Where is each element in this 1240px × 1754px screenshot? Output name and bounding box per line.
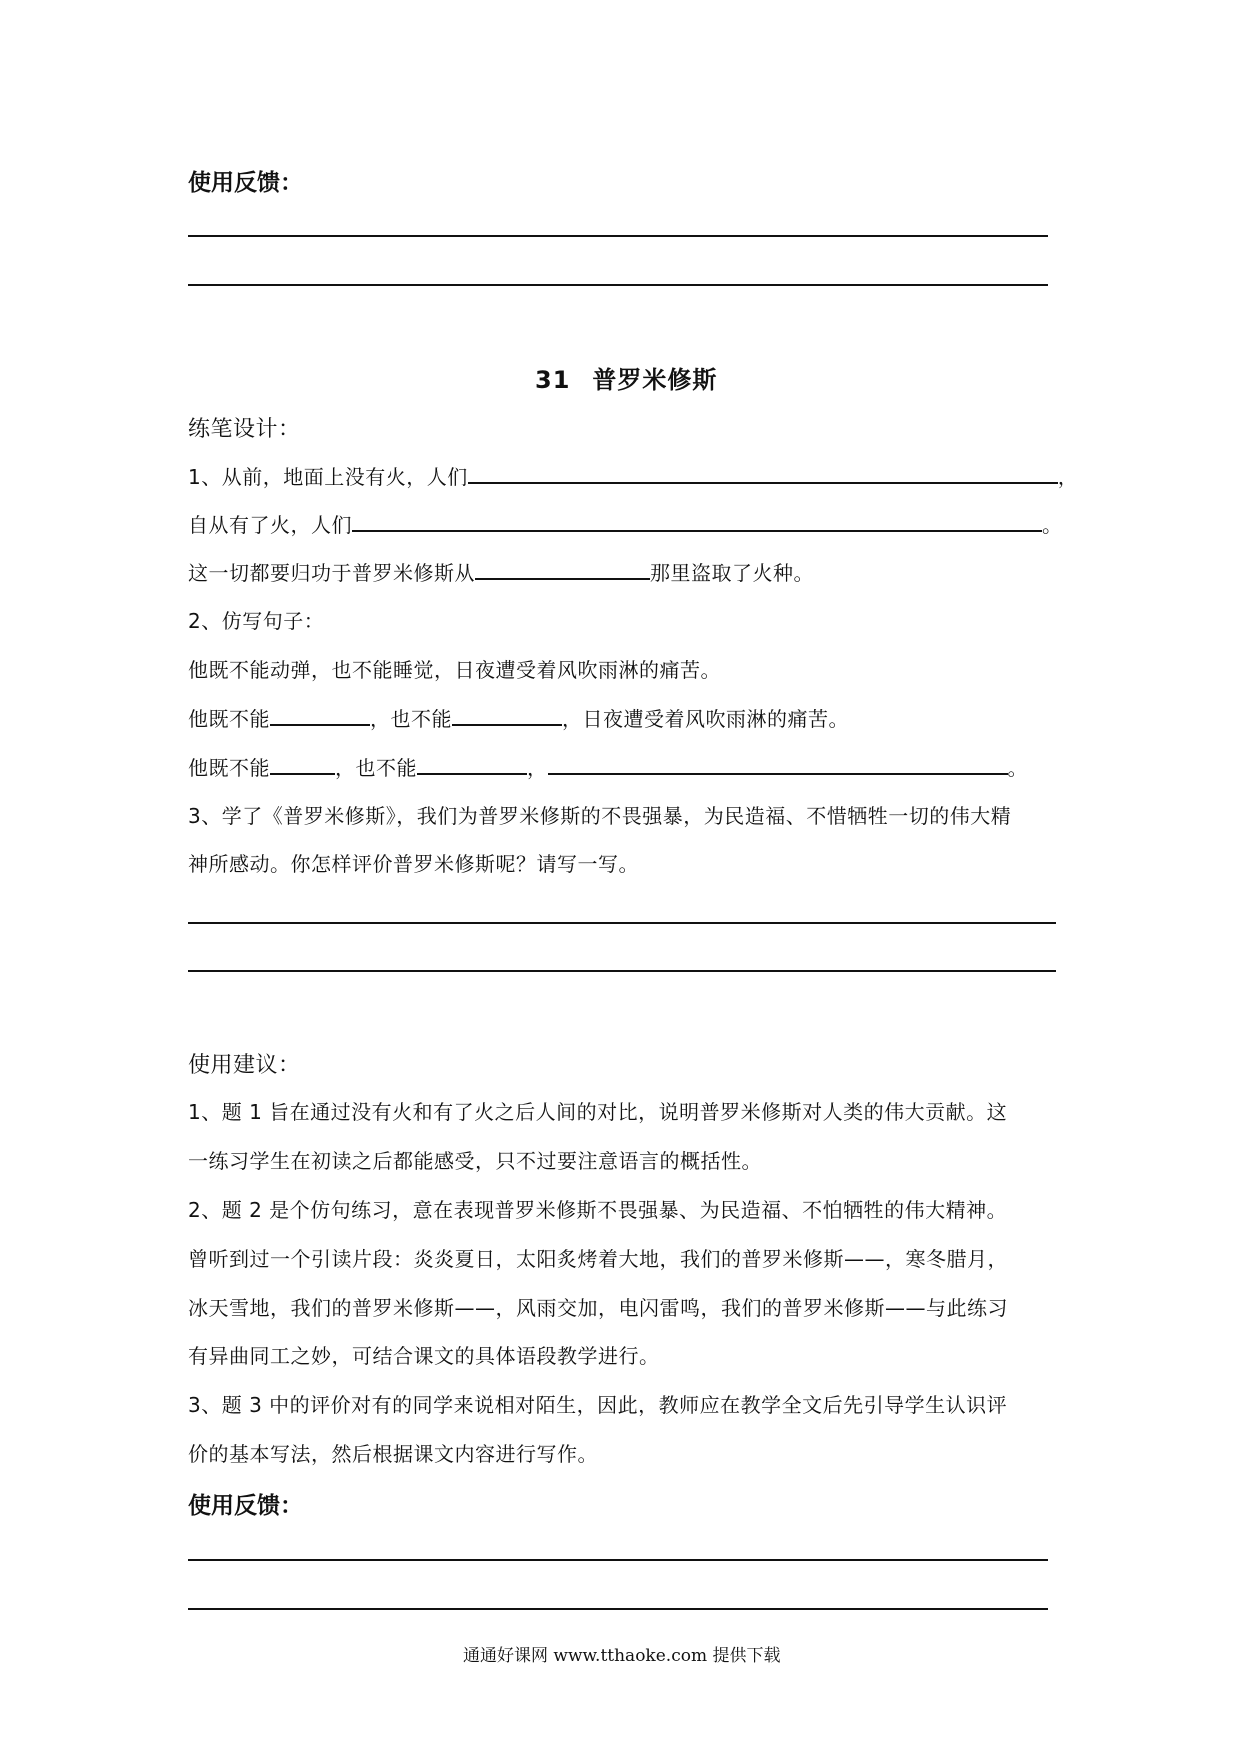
q2-heading: 2、仿写句子： — [188, 609, 325, 633]
lesson-name: 普罗米修斯 — [592, 366, 718, 394]
suggestion-line: 价的基本写法，然后根据课文内容进行写作。 — [188, 1442, 598, 1466]
lesson-title — [535, 360, 717, 395]
bottom-feedback-line-2[interactable] — [188, 1608, 1048, 1610]
q1-blank-1[interactable] — [468, 460, 1058, 484]
lesson-number: 31 — [535, 366, 571, 394]
suggestion-line: 3、题 3 中的评价对有的同学来说相对陌生，因此，教师应在教学全文后先引导学生认识评 — [188, 1393, 1008, 1417]
bottom-feedback-heading: 使用反馈： — [188, 1493, 303, 1519]
q2-line3: 他既不能 ，也不能 ， 。 — [188, 751, 1028, 781]
q1-blank-3[interactable] — [475, 556, 650, 580]
suggestion-line: 曾听到过一个引读片段：炎炎夏日，太阳炙烤着大地，我们的普罗米修斯——，寒冬腊月， — [188, 1247, 1008, 1271]
suggestion-line: 一练习学生在初读之后都能感受，只不过要注意语言的概括性。 — [188, 1149, 762, 1173]
suggestion-line: 2、题 2 是个仿句练习，意在表现普罗米修斯不畏强暴、为民造福、不怕牺牲的伟大精神。 — [188, 1198, 1008, 1222]
q2-line2-blank-2[interactable] — [452, 702, 562, 726]
bottom-feedback-line-1[interactable] — [188, 1559, 1048, 1561]
q1-line1: 1、从前，地面上没有火，人们 ， — [188, 460, 1078, 490]
top-feedback-line-1 — [188, 235, 1048, 237]
q1-blank-2[interactable] — [352, 508, 1042, 532]
q2-line2-blank-1[interactable] — [270, 702, 370, 726]
q1-line3: 这一切都要归功于普罗米修斯从 那里盗取了火种。 — [188, 556, 814, 586]
q2-line3-blank-3[interactable] — [548, 751, 1008, 775]
suggestions-heading: 使用建议： — [188, 1053, 301, 1078]
q1-line2: 自从有了火，人们 。 — [188, 508, 1063, 538]
q3-line1: 3、学了《普罗米修斯》，我们为普罗米修斯的不畏强暴，为民造福、不惜牺牲一切的伟大精 — [188, 804, 1012, 828]
practice-heading: 练笔设计： — [188, 417, 301, 442]
q2-line3-blank-1[interactable] — [270, 751, 335, 775]
q2-example: 他既不能动弹，也不能睡觉，日夜遭受着风吹雨淋的痛苦。 — [188, 658, 721, 682]
top-feedback-heading: 使用反馈： — [188, 170, 303, 196]
suggestion-line: 冰天雪地，我们的普罗米修斯——，风雨交加，电闪雷鸣，我们的普罗米修斯——与此练习 — [188, 1296, 1008, 1320]
q3-answer-line-2[interactable] — [188, 970, 1056, 972]
suggestion-line: 1、题 1 旨在通过没有火和有了火之后人间的对比，说明普罗米修斯对人类的伟大贡献。这 — [188, 1100, 1008, 1124]
q3-line2: 神所感动。你怎样评价普罗米修斯呢？请写一写。 — [188, 852, 639, 876]
q3-answer-line-1[interactable] — [188, 922, 1056, 924]
top-feedback-line-2 — [188, 284, 1048, 286]
q2-line3-blank-2[interactable] — [417, 751, 527, 775]
footer-credit: 通通好课网 www.tthaoke.com 提供下载 — [463, 1646, 781, 1666]
q2-line2: 他既不能 ，也不能 ，日夜遭受着风吹雨淋的痛苦。 — [188, 702, 849, 732]
suggestion-line: 有异曲同工之妙，可结合课文的具体语段教学进行。 — [188, 1344, 660, 1368]
